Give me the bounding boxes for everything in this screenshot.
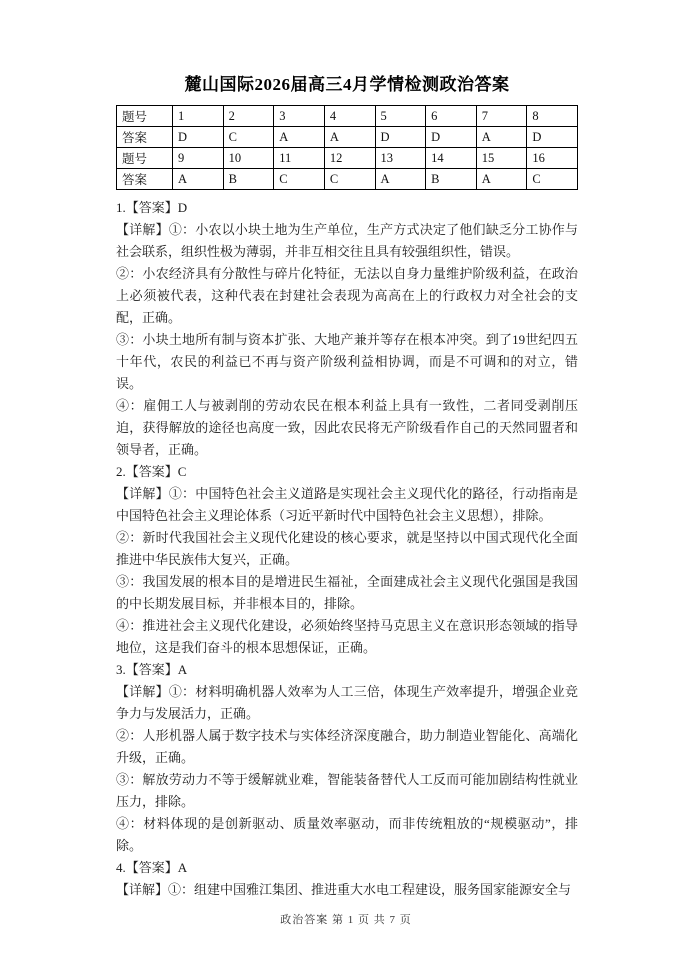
answer-cell: C: [223, 127, 274, 148]
answer-cell: A: [173, 169, 224, 190]
answer-cell: 12: [324, 148, 375, 169]
answer-cell: 8: [527, 106, 578, 127]
answer-cell: D: [375, 127, 426, 148]
answer-cell: 3: [274, 106, 325, 127]
page-footer: 政治答案 第 1 页 共 7 页: [280, 914, 412, 926]
answer-cell: A: [375, 169, 426, 190]
detail-paragraph: 【详解】①：小农以小块土地为生产单位，生产方式决定了他们缺乏分工协作与社会联系，组织性极为薄弱，并非互相交往且具有较强组织性，错误。: [116, 222, 578, 259]
document-body: [116, 197, 578, 901]
answer-cell: 16: [527, 148, 578, 169]
answer-line: 3.【答案】A: [116, 662, 188, 677]
answer-cell: C: [274, 169, 325, 190]
detail-paragraph: 【详解】①：中国特色社会主义道路是实现社会主义现代化的路径，行动指南是中国特色社会主义理论体系（习近平新时代中国特色社会主义思想），排除。: [116, 486, 578, 523]
answer-cell: 9: [173, 148, 224, 169]
answer-cell: C: [324, 169, 375, 190]
detail-paragraph: 【详解】①：组建中国雅江集团、推进重大水电工程建设，服务国家能源安全与: [116, 882, 572, 897]
answer-line: 4.【答案】A: [116, 860, 188, 875]
answer-cell: 2: [223, 106, 274, 127]
detail-paragraph: ④：雇佣工人与被剥削的劳动农民在根本利益上具有一致性，二者同受剥削压迫，获得解放的途径也高度一致，因此农民将无产阶级看作自己的天然同盟者和领导者，正确。: [116, 398, 578, 457]
answer-cell: 14: [426, 148, 477, 169]
answer-cell: 10: [223, 148, 274, 169]
page-title: 麓山国际2026届高三4月学情检测政治答案: [184, 75, 510, 94]
row-header-cell: 答案: [117, 127, 173, 148]
answer-cell: B: [426, 169, 477, 190]
answer-table: [116, 105, 578, 190]
answer-cell: D: [173, 127, 224, 148]
answer-cell: C: [527, 169, 578, 190]
answer-cell: 11: [274, 148, 325, 169]
detail-paragraph: ③：小块土地所有制与资本扩张、大地产兼并等存在根本冲突。到了19世纪四五十年代，农民的利益已不再与资产阶级利益相协调，而是不可调和的对立，错误。: [116, 332, 578, 391]
answer-cell: 4: [324, 106, 375, 127]
answer-table-body: [117, 106, 578, 190]
detail-paragraph: ③：我国发展的根本目的是增进民生福祉，全面建成社会主义现代化强国是我国的中长期发展目标，并非根本目的，排除。: [116, 574, 578, 611]
detail-paragraph: ②：人形机器人属于数字技术与实体经济深度融合，助力制造业智能化、高端化升级，正确。: [116, 728, 578, 765]
answer-cell: D: [527, 127, 578, 148]
answer-line: 2.【答案】C: [116, 464, 187, 479]
answer-line: 1.【答案】D: [116, 200, 188, 215]
answer-cell: 7: [476, 106, 527, 127]
answer-cell: A: [476, 127, 527, 148]
detail-paragraph: 【详解】①：材料明确机器人效率为人工三倍，体现生产效率提升，增强企业竞争力与发展活力，正确。: [116, 684, 578, 721]
answer-table-row: [117, 169, 578, 190]
answer-cell: 6: [426, 106, 477, 127]
detail-paragraph: ②：新时代我国社会主义现代化建设的核心要求，就是坚持以中国式现代化全面推进中华民族伟大复兴，正确。: [116, 530, 578, 567]
detail-paragraph: ②：小农经济具有分散性与碎片化特征，无法以自身力量维护阶级利益，在政治上必须被代表，这种代表在封建社会表现为高高在上的行政权力对全社会的支配，正确。: [116, 266, 578, 325]
answer-cell: 1: [173, 106, 224, 127]
row-header-cell: 题号: [117, 106, 173, 127]
answer-cell: 15: [476, 148, 527, 169]
row-header-cell: 答案: [117, 169, 173, 190]
answer-table-row: [117, 148, 578, 169]
detail-paragraph: ④：推进社会主义现代化建设，必须始终坚持马克思主义在意识形态领域的指导地位，这是我们奋斗的根本思想保证，正确。: [116, 618, 578, 655]
answer-cell: A: [324, 127, 375, 148]
row-header-cell: 题号: [117, 148, 173, 169]
answer-cell: 5: [375, 106, 426, 127]
answer-cell: D: [426, 127, 477, 148]
detail-paragraph: ③：解放劳动力不等于缓解就业难，智能装备替代人工反而可能加剧结构性就业压力，排除。: [116, 772, 578, 809]
answer-cell: 13: [375, 148, 426, 169]
answer-table-row: [117, 127, 578, 148]
answer-cell: B: [223, 169, 274, 190]
answer-table-row: [117, 106, 578, 127]
answer-cell: A: [274, 127, 325, 148]
detail-paragraph: ④：材料体现的是创新驱动、质量效率驱动，而非传统粗放的“规模驱动”，排除。: [116, 816, 578, 853]
answer-cell: A: [476, 169, 527, 190]
